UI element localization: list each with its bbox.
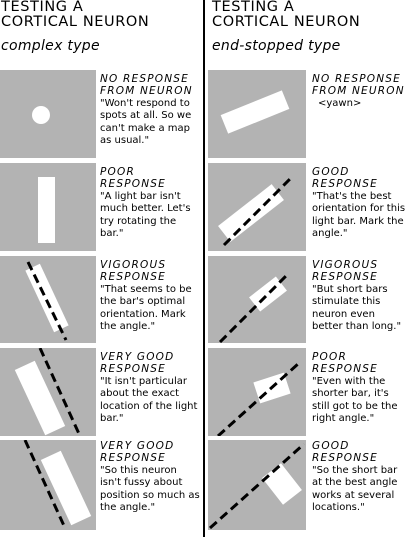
light-spot (32, 106, 50, 124)
left-subtitle: complex type (1, 38, 100, 54)
left-panel-5 (0, 440, 96, 530)
right-caption-3-heading: VIGOROUS RESPONSE (312, 259, 379, 283)
left-caption-4-heading: VERY GOOD RESPONSE (100, 351, 175, 375)
left-caption-4-text: "It isn't particular about the exact location of the light bar." (100, 376, 198, 425)
left-caption-1-text: "Won't respond to spots at all. So we can't make a map as usual." (100, 98, 192, 147)
left-caption-2 (100, 166, 200, 241)
left-caption-3-text: "That seems to be the bar's optimal orientation. Mark the angle." (100, 284, 192, 333)
right-caption-5-heading: GOOD RESPONSE (312, 440, 378, 464)
left-panel-2 (0, 163, 96, 251)
left-panel-5-stimulus (0, 440, 96, 530)
light-bar (41, 451, 91, 526)
left-panel-4-stimulus (0, 348, 96, 436)
right-panel-3 (208, 256, 306, 343)
left-panel-2-stimulus (0, 163, 96, 251)
left-caption-5-text: "So this neuron isn't fussy about position so much as the angle." (100, 465, 200, 514)
left-title-line2: CORTICAL NEURON (1, 14, 150, 30)
right-panel-3-stimulus (208, 256, 306, 343)
right-title-line1: TESTING A (212, 0, 295, 15)
left-panel-4 (0, 348, 96, 436)
left-panel-3 (0, 256, 96, 343)
right-panel-1-stimulus (208, 70, 306, 158)
right-caption-5-text: "So the short bar at the best angle works at several locations." (312, 465, 398, 514)
left-title-line1: TESTING A (1, 0, 84, 15)
right-caption-5 (312, 440, 406, 515)
right-caption-1 (312, 73, 406, 110)
light-bar (221, 90, 290, 133)
light-bar (38, 177, 55, 243)
light-bar (15, 361, 65, 436)
left-caption-2-text: "A light bar isn't much better. Let's try rotating the bar." (100, 191, 191, 240)
right-caption-1-text: <yawn> (318, 98, 362, 109)
right-caption-4-text: "Even with the shorter bar, it's still got to be the right angle." (312, 376, 398, 425)
left-panel-1-stimulus (0, 70, 96, 158)
left-caption-3 (100, 259, 200, 334)
left-caption-5 (100, 440, 200, 515)
right-panel-4 (208, 348, 306, 436)
right-caption-3 (312, 259, 406, 334)
left-caption-1-heading: NO RESPONSE FROM NEURON (100, 73, 193, 97)
angle-line (218, 364, 298, 436)
right-caption-3-text: "But short bars stimulate this neuron even better than long." (312, 284, 402, 333)
short-light-bar (262, 463, 302, 505)
right-panel-2-stimulus (208, 163, 306, 251)
right-panel-2 (208, 163, 306, 251)
right-caption-4 (312, 351, 406, 426)
left-caption-4 (100, 351, 200, 426)
right-caption-1-heading: NO RESPONSE FROM NEURON (312, 73, 405, 97)
right-title-line2: CORTICAL NEURON (212, 14, 361, 30)
right-title (212, 0, 360, 30)
left-caption-2-heading: POOR RESPONSE (100, 166, 166, 190)
right-panel-5-stimulus (208, 440, 306, 530)
left-caption-3-heading: VIGOROUS RESPONSE (100, 259, 167, 283)
left-title (1, 0, 149, 30)
angle-line (224, 177, 292, 245)
column-divider (203, 0, 205, 537)
right-panel-5 (208, 440, 306, 530)
right-caption-2-text: "That's the best orientation for this light bar. Mark the angle." (312, 191, 406, 240)
left-caption-1 (100, 73, 200, 148)
right-panel-4-stimulus (208, 348, 306, 436)
right-panel-1 (208, 70, 306, 158)
right-caption-2-heading: GOOD RESPONSE (312, 166, 378, 190)
right-caption-2 (312, 166, 406, 241)
right-caption-4-heading: POOR RESPONSE (312, 351, 378, 375)
light-bar (25, 264, 68, 332)
left-panel-1 (0, 70, 96, 158)
left-panel-3-stimulus (0, 256, 96, 343)
right-subtitle: end-stopped type (212, 38, 341, 54)
left-caption-5-heading: VERY GOOD RESPONSE (100, 440, 175, 464)
